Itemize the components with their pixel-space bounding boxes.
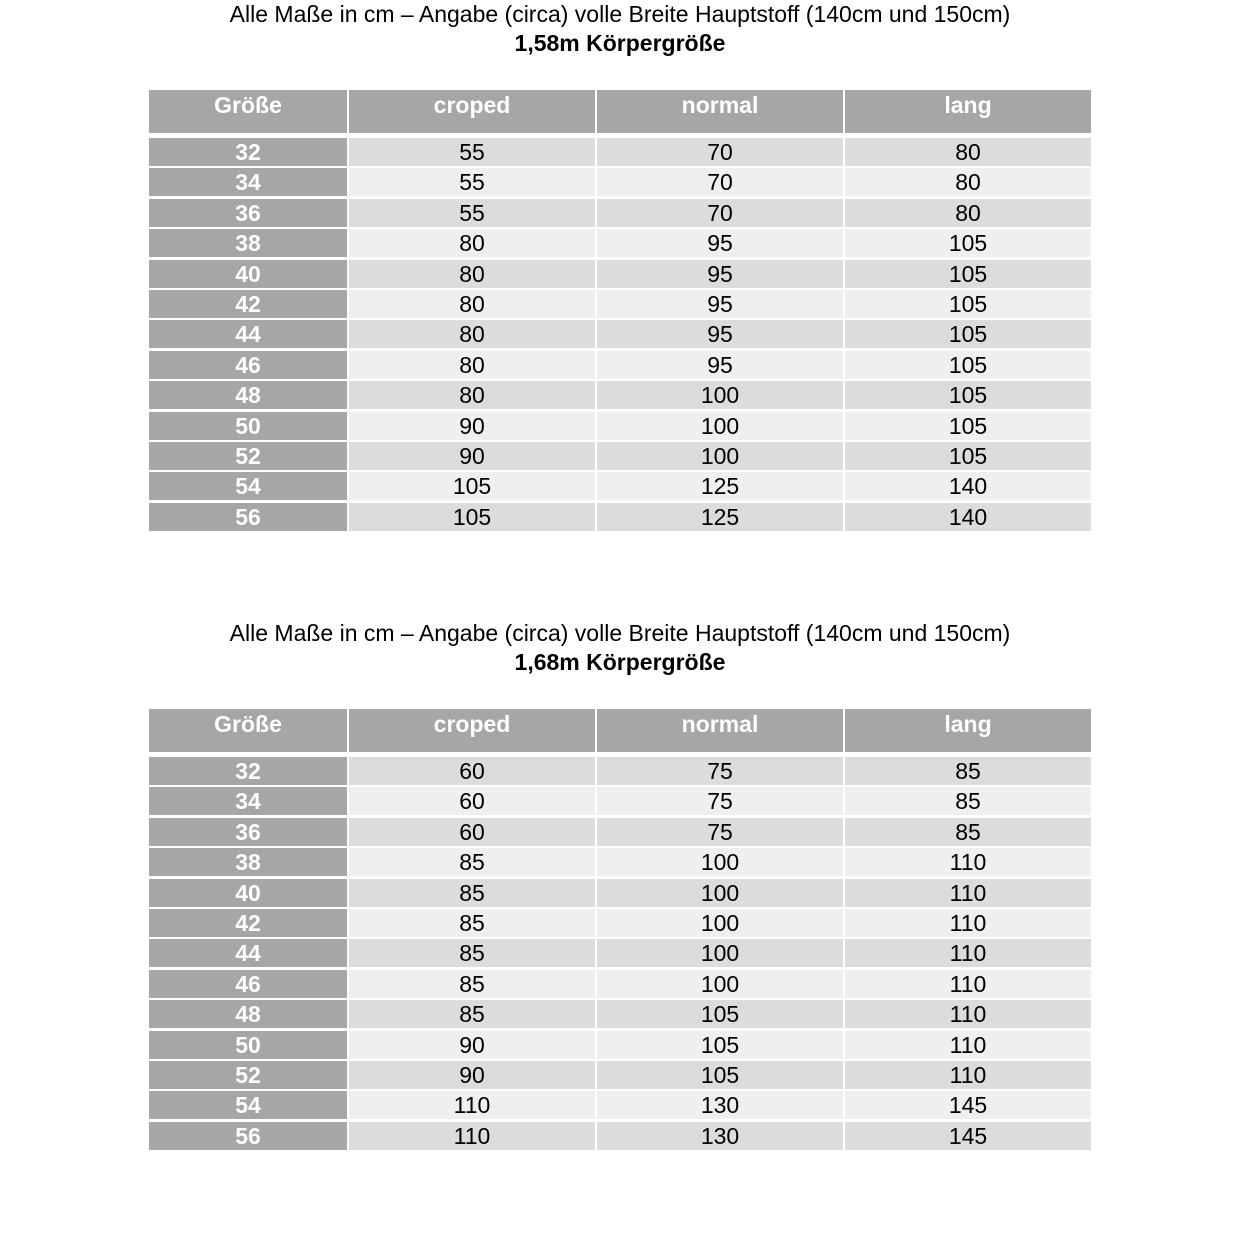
size-cell: 36: [149, 199, 349, 227]
table-row: [149, 970, 1091, 998]
normal-cell: 75: [597, 757, 845, 785]
lang-cell: 85: [845, 818, 1091, 846]
croped-cell: 60: [349, 787, 597, 815]
croped-cell: 60: [349, 757, 597, 785]
body-height-label: 1,68m Körpergröße: [514, 649, 726, 675]
normal-cell: 100: [597, 879, 845, 907]
table-row: [149, 199, 1091, 227]
normal-cell: 125: [597, 472, 845, 500]
croped-cell: 85: [349, 909, 597, 937]
table-row: [149, 168, 1091, 196]
normal-cell: 70: [597, 199, 845, 227]
size-cell: 52: [149, 1061, 349, 1089]
croped-cell: 90: [349, 442, 597, 470]
croped-cell: 60: [349, 818, 597, 846]
normal-cell: 105: [597, 1000, 845, 1028]
size-cell: 48: [149, 381, 349, 409]
size-cell: 46: [149, 970, 349, 998]
normal-cell: 95: [597, 260, 845, 288]
size-cell: 50: [149, 412, 349, 440]
normal-cell: 100: [597, 909, 845, 937]
size-cell: 42: [149, 290, 349, 318]
table-header-row: [149, 709, 1091, 752]
table-row: [149, 1122, 1091, 1150]
croped-cell: 110: [349, 1091, 597, 1119]
lang-cell: 105: [845, 351, 1091, 379]
lang-cell: 105: [845, 381, 1091, 409]
table-body: [149, 757, 1091, 1150]
croped-cell: 55: [349, 168, 597, 196]
lang-cell: 110: [845, 1061, 1091, 1089]
table-body: [149, 138, 1091, 531]
croped-cell: 85: [349, 1000, 597, 1028]
normal-cell: 95: [597, 290, 845, 318]
header-lang: lang: [845, 90, 1091, 133]
lang-cell: 105: [845, 290, 1091, 318]
croped-cell: 105: [349, 503, 597, 531]
size-cell: 34: [149, 168, 349, 196]
lang-cell: 110: [845, 1031, 1091, 1059]
croped-cell: 80: [349, 229, 597, 257]
header-lang: lang: [845, 709, 1091, 752]
normal-cell: 100: [597, 381, 845, 409]
measurement-note: Alle Maße in cm – Angabe (circa) volle Breite Hauptstoff (140cm und 150cm): [229, 620, 1011, 646]
lang-cell: 110: [845, 970, 1091, 998]
table-header-row: [149, 90, 1091, 133]
table-row: [149, 503, 1091, 531]
body-height-label: 1,58m Körpergröße: [514, 30, 726, 56]
croped-cell: 105: [349, 472, 597, 500]
lang-cell: 110: [845, 879, 1091, 907]
normal-cell: 95: [597, 351, 845, 379]
size-cell: 40: [149, 879, 349, 907]
table-row: [149, 138, 1091, 166]
croped-cell: 90: [349, 1031, 597, 1059]
table-row: [149, 787, 1091, 815]
size-cell: 38: [149, 229, 349, 257]
table-row: [149, 1000, 1091, 1028]
size-cell: 52: [149, 442, 349, 470]
normal-cell: 75: [597, 787, 845, 815]
measurement-note: Alle Maße in cm – Angabe (circa) volle Breite Hauptstoff (140cm und 150cm): [229, 1, 1011, 27]
size-chart-section-158: [0, 0, 1240, 530]
size-cell: 34: [149, 787, 349, 815]
header-croped: croped: [349, 709, 597, 752]
normal-cell: 100: [597, 970, 845, 998]
croped-cell: 90: [349, 1061, 597, 1089]
size-cell: 36: [149, 818, 349, 846]
table-row: [149, 320, 1091, 348]
size-cell: 56: [149, 1122, 349, 1150]
table-row: [149, 260, 1091, 288]
normal-cell: 105: [597, 1061, 845, 1089]
croped-cell: 90: [349, 412, 597, 440]
lang-cell: 105: [845, 320, 1091, 348]
table-row: [149, 848, 1091, 876]
size-table: [149, 90, 1091, 533]
table-row: [149, 472, 1091, 500]
lang-cell: 140: [845, 503, 1091, 531]
croped-cell: 80: [349, 320, 597, 348]
lang-cell: 105: [845, 260, 1091, 288]
table-row: [149, 1091, 1091, 1119]
size-cell: 32: [149, 757, 349, 785]
croped-cell: 55: [349, 138, 597, 166]
table-row: [149, 818, 1091, 846]
lang-cell: 85: [845, 757, 1091, 785]
normal-cell: 75: [597, 818, 845, 846]
size-cell: 50: [149, 1031, 349, 1059]
table-row: [149, 909, 1091, 937]
table-row: [149, 757, 1091, 785]
size-chart-section-168: [0, 619, 1240, 1149]
size-cell: 54: [149, 1091, 349, 1119]
lang-cell: 85: [845, 787, 1091, 815]
lang-cell: 145: [845, 1122, 1091, 1150]
size-cell: 44: [149, 320, 349, 348]
table-row: [149, 351, 1091, 379]
croped-cell: 85: [349, 970, 597, 998]
normal-cell: 130: [597, 1091, 845, 1119]
lang-cell: 80: [845, 168, 1091, 196]
header-normal: normal: [597, 90, 845, 133]
lang-cell: 110: [845, 939, 1091, 967]
size-cell: 42: [149, 909, 349, 937]
normal-cell: 95: [597, 320, 845, 348]
croped-cell: 80: [349, 290, 597, 318]
table-row: [149, 412, 1091, 440]
lang-cell: 140: [845, 472, 1091, 500]
croped-cell: 55: [349, 199, 597, 227]
size-cell: 46: [149, 351, 349, 379]
lang-cell: 105: [845, 442, 1091, 470]
normal-cell: 130: [597, 1122, 845, 1150]
size-cell: 40: [149, 260, 349, 288]
table-row: [149, 229, 1091, 257]
lang-cell: 110: [845, 909, 1091, 937]
croped-cell: 80: [349, 260, 597, 288]
table-row: [149, 879, 1091, 907]
lang-cell: 110: [845, 848, 1091, 876]
size-cell: 38: [149, 848, 349, 876]
size-cell: 56: [149, 503, 349, 531]
lang-cell: 145: [845, 1091, 1091, 1119]
lang-cell: 80: [845, 138, 1091, 166]
normal-cell: 70: [597, 138, 845, 166]
header-croped: croped: [349, 90, 597, 133]
normal-cell: 100: [597, 412, 845, 440]
croped-cell: 110: [349, 1122, 597, 1150]
header-size: Größe: [149, 709, 349, 752]
table-row: [149, 442, 1091, 470]
size-cell: 48: [149, 1000, 349, 1028]
normal-cell: 100: [597, 848, 845, 876]
lang-cell: 110: [845, 1000, 1091, 1028]
croped-cell: 85: [349, 848, 597, 876]
header-normal: normal: [597, 709, 845, 752]
normal-cell: 105: [597, 1031, 845, 1059]
normal-cell: 95: [597, 229, 845, 257]
table-row: [149, 1061, 1091, 1089]
croped-cell: 85: [349, 879, 597, 907]
normal-cell: 100: [597, 442, 845, 470]
table-row: [149, 939, 1091, 967]
croped-cell: 80: [349, 381, 597, 409]
lang-cell: 105: [845, 412, 1091, 440]
croped-cell: 80: [349, 351, 597, 379]
table-row: [149, 381, 1091, 409]
size-cell: 32: [149, 138, 349, 166]
normal-cell: 125: [597, 503, 845, 531]
normal-cell: 70: [597, 168, 845, 196]
table-row: [149, 1031, 1091, 1059]
lang-cell: 80: [845, 199, 1091, 227]
table-row: [149, 290, 1091, 318]
header-size: Größe: [149, 90, 349, 133]
normal-cell: 100: [597, 939, 845, 967]
size-table: [149, 709, 1091, 1152]
size-cell: 44: [149, 939, 349, 967]
croped-cell: 85: [349, 939, 597, 967]
lang-cell: 105: [845, 229, 1091, 257]
size-cell: 54: [149, 472, 349, 500]
